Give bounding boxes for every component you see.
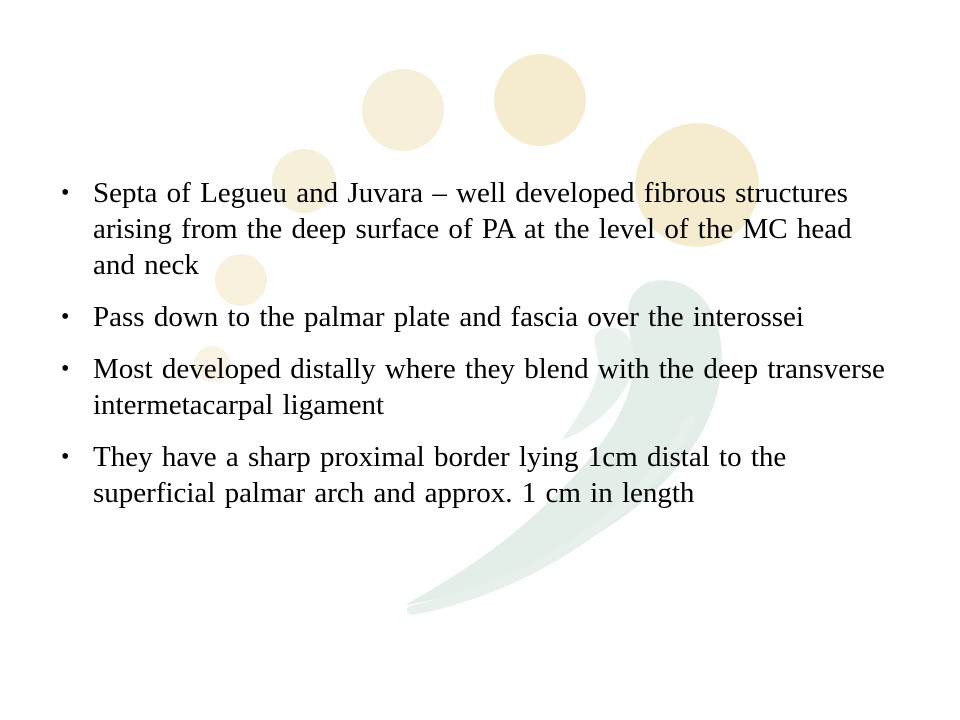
bullet-item (60, 439, 900, 511)
decor-circle-upper-left (362, 69, 444, 151)
bullet-item (60, 299, 900, 335)
decor-circle-upper-right (494, 54, 586, 146)
bullet-icon: • (61, 180, 70, 206)
slide-content (60, 175, 900, 527)
bullet-icon: • (61, 356, 70, 382)
bullet-list (60, 175, 900, 511)
bullet-text: Septa of Legueu and Juvara – well developed fibrous structures arising from the deep surface of PA at the level of the MC head and neck (93, 177, 852, 281)
bullet-text: Most developed distally where they blend with the deep transverse intermetacarpal ligament (93, 353, 885, 421)
bullet-text: They have a sharp proximal border lying 1cm distal to the superficial palmar arch and approx. 1 cm in length (93, 441, 787, 509)
bullet-icon: • (61, 304, 70, 330)
bullet-item (60, 175, 900, 283)
bullet-text: Pass down to the palmar plate and fascia over the interossei (93, 301, 804, 333)
bullet-icon: • (61, 444, 70, 470)
bullet-item (60, 351, 900, 423)
